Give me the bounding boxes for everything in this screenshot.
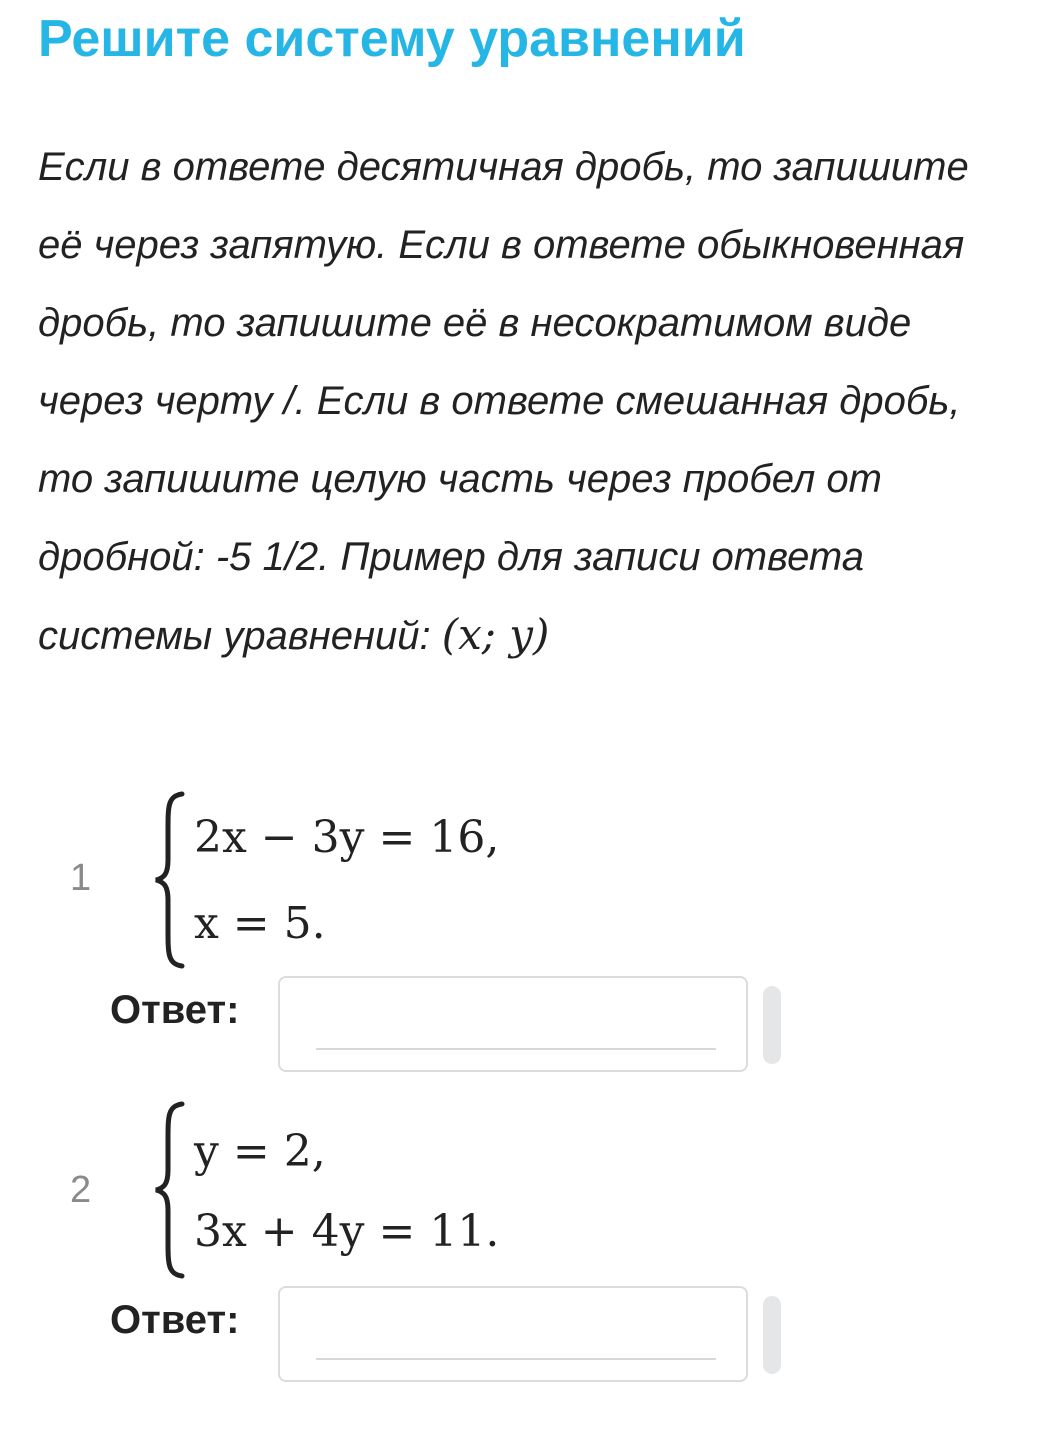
- task-number: 1: [70, 857, 92, 899]
- drag-handle[interactable]: [763, 986, 781, 1064]
- instructions-body: Если в ответе десятичная дробь, то запишите её через запятую. Если в ответе обыкновенная дробь, то запишите её в несократимом виде через черту /. Если в ответе смешанная дробь, то запишите целую часть через пробел от дробной: -5 1/2. Пример для записи ответа системы уравнений:: [38, 145, 969, 658]
- left-curly-brace-icon: [150, 790, 186, 970]
- drag-handle[interactable]: [763, 1296, 781, 1374]
- left-curly-brace-icon: [150, 1100, 186, 1280]
- task-2: [0, 1100, 1045, 1400]
- answer-input[interactable]: [316, 988, 716, 1050]
- answer-label: Ответ:: [110, 1298, 240, 1342]
- task-number: 2: [70, 1169, 92, 1211]
- example-math: (x; y): [441, 610, 550, 659]
- equation-2: x = 5.: [194, 898, 326, 949]
- page-title: Решите систему уравнений: [38, 10, 746, 68]
- equation-1: y = 2,: [194, 1126, 326, 1177]
- instructions-text: [38, 128, 998, 675]
- equation-1: 2x − 3y = 16,: [194, 812, 500, 863]
- equation-2: 3x + 4y = 11.: [194, 1206, 500, 1257]
- answer-label: Ответ:: [110, 988, 240, 1032]
- task-1: [0, 790, 1045, 1090]
- answer-input[interactable]: [316, 1298, 716, 1360]
- answer-box[interactable]: [278, 1286, 748, 1382]
- answer-box[interactable]: [278, 976, 748, 1072]
